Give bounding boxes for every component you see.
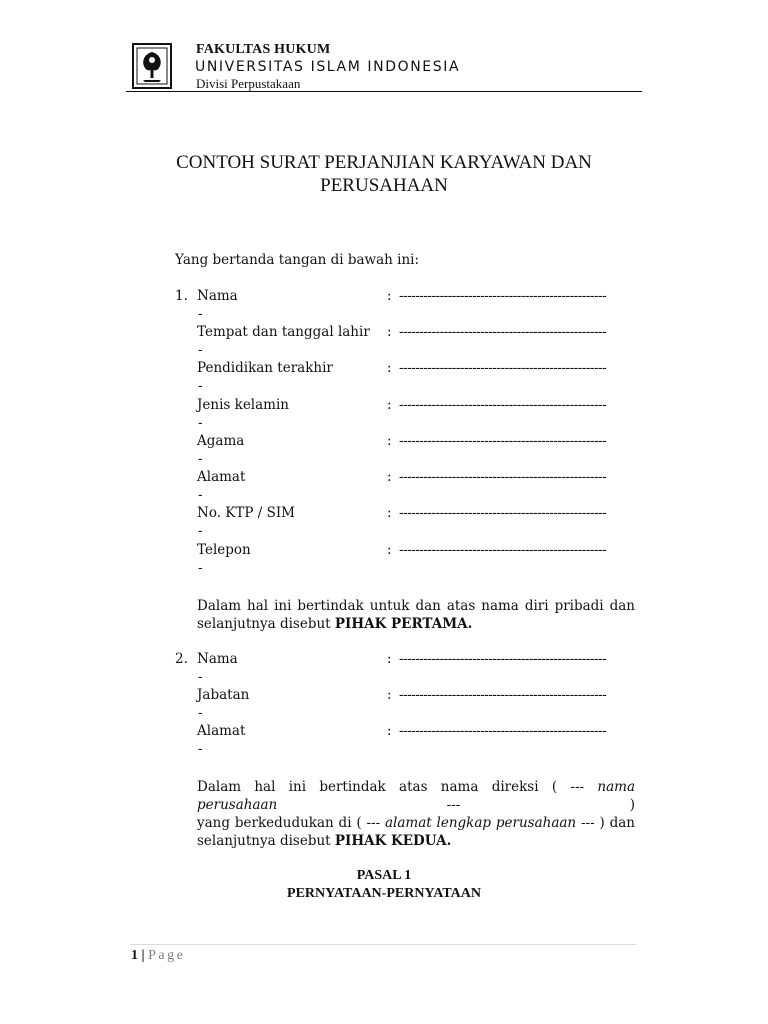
field-colon: : — [387, 469, 392, 485]
header-divider — [126, 91, 642, 92]
field-label: Nama — [197, 651, 238, 667]
field-label: Telepon — [197, 542, 251, 558]
field-colon: : — [387, 542, 392, 558]
field-blank-line: --------------------------------------------------- — [399, 723, 607, 739]
field-blank-line: --------------------------------------------------- — [399, 324, 607, 340]
page-number: 1 — [131, 948, 138, 963]
field-colon: : — [387, 723, 392, 739]
party1-designation: PIHAK PERTAMA. — [334, 616, 473, 632]
party2-paragraph-line1 — [197, 778, 635, 814]
field-label: Alamat — [197, 469, 246, 485]
party2-paragraph-line2 — [197, 814, 635, 832]
party2-paragraph-line3 — [197, 832, 635, 850]
field-blank-tail: - — [198, 415, 203, 431]
field-colon: : — [387, 433, 392, 449]
field-blank-tail: - — [198, 669, 203, 685]
field-blank-line: --------------------------------------------------- — [399, 542, 607, 558]
field-blank-tail: - — [198, 342, 203, 358]
field-label: Pendidikan terakhir — [197, 360, 333, 376]
field-colon: : — [387, 505, 392, 521]
party2-text: yang berkedudukan di ( --- — [197, 815, 385, 831]
party2-text: Dalam hal ini bertindak atas nama direksi ( --- — [197, 779, 598, 795]
field-colon: : — [387, 397, 392, 413]
field-label: Alamat — [197, 723, 246, 739]
field-blank-tail: - — [198, 741, 203, 757]
field-label: No. KTP / SIM — [197, 505, 295, 521]
company-address-placeholder: alamat lengkap perusahaan — [385, 815, 577, 831]
field-blank-line: --------------------------------------------------- — [399, 288, 607, 304]
field-blank-line: --------------------------------------------------- — [399, 360, 607, 376]
footer-divider — [130, 944, 636, 945]
field-blank-line: --------------------------------------------------- — [399, 651, 607, 667]
faculty-name: FAKULTAS HUKUM — [196, 42, 331, 57]
field-colon: : — [387, 288, 392, 304]
document-title-line1: CONTOH SURAT PERJANJIAN KARYAWAN DAN — [176, 152, 592, 173]
university-name: UNIVERSITAS ISLAM INDONESIA — [195, 59, 461, 75]
field-blank-tail: - — [198, 487, 203, 503]
party1-paragraph — [197, 597, 635, 633]
party1-number: 1. — [175, 288, 188, 304]
field-blank-tail: - — [198, 523, 203, 539]
party2-number: 2. — [175, 651, 188, 667]
field-blank-line: --------------------------------------------------- — [399, 505, 607, 521]
party1-paragraph-line2 — [197, 615, 635, 633]
field-label: Tempat dan tanggal lahir — [197, 324, 370, 340]
field-colon: : — [387, 687, 392, 703]
field-blank-tail: - — [198, 451, 203, 467]
field-blank-tail: - — [198, 306, 203, 322]
party2-text: selanjutnya disebut — [197, 833, 335, 849]
field-label: Jabatan — [197, 687, 250, 703]
field-colon: : — [387, 360, 392, 376]
field-blank-line: --------------------------------------------------- — [399, 397, 607, 413]
intro-text: Yang bertanda tangan di bawah ini: — [175, 252, 420, 268]
page-word: Page — [148, 948, 186, 963]
article-subheading: PERNYATAAN-PERNYATAAN — [287, 886, 481, 901]
party2-paragraph — [197, 778, 635, 850]
field-blank-tail: - — [198, 378, 203, 394]
party2-text: --- ) dan — [576, 815, 636, 831]
field-label: Agama — [197, 433, 245, 449]
party2-text: --- ) — [277, 797, 635, 813]
field-blank-tail: - — [198, 560, 203, 576]
field-label: Jenis kelamin — [197, 397, 289, 413]
field-label: Nama — [197, 288, 238, 304]
party1-paragraph-line1: Dalam hal ini bertindak untuk dan atas nama diri pribadi dan — [197, 598, 635, 614]
party1-paragraph-text: selanjutnya disebut — [197, 616, 335, 632]
field-colon: : — [387, 651, 392, 667]
company-name-placeholder: nama perusahaan — [197, 779, 635, 813]
field-blank-line: --------------------------------------------------- — [399, 469, 607, 485]
university-logo — [131, 42, 173, 90]
field-blank-tail: - — [198, 705, 203, 721]
article-heading: PASAL 1 — [356, 868, 412, 883]
page-separator: | — [138, 948, 149, 963]
field-blank-line: --------------------------------------------------- — [399, 433, 607, 449]
page-footer — [131, 948, 185, 964]
document-title-line2: PERUSAHAAN — [320, 175, 448, 196]
party2-designation: PIHAK KEDUA. — [334, 833, 452, 849]
division-name: Divisi Perpustakaan — [196, 76, 301, 91]
field-blank-line: --------------------------------------------------- — [399, 687, 607, 703]
field-colon: : — [387, 324, 392, 340]
